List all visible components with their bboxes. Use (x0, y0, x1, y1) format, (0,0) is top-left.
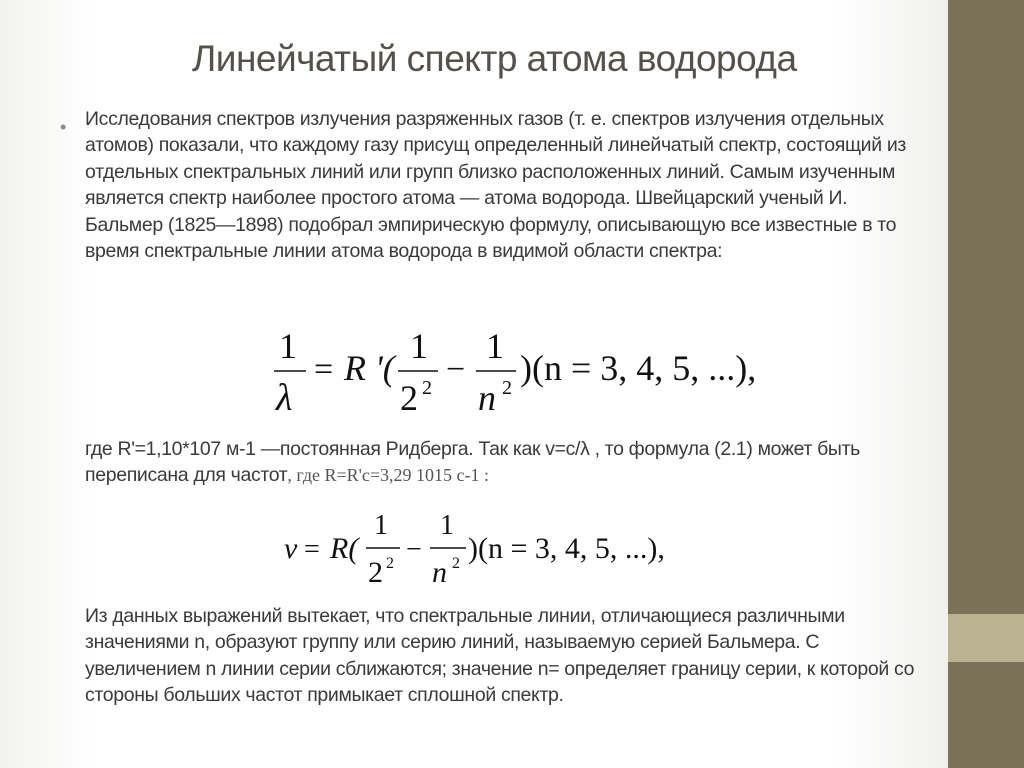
formula1-equals: = (314, 351, 334, 388)
formula1-r-prime: R '( (344, 348, 395, 388)
formula1-lambda: λ (276, 377, 293, 419)
formula1-second-one: 1 (410, 326, 428, 366)
formula1-minus: − (446, 351, 466, 388)
paragraph-intro: Исследования спектров излучения разряженных газов (т. е. спектров излучения отдельных атомов) показали, что каждому газу присущ определенный линейчатый спектр, состоящий из отдельных спектральных линий или групп близко расположенных линий. Самым изученным является спектр наиболее простого атома — атома водорода. Швейцарский ученый И. Бальмер (1825—1898) подобрал эмпирическую формулу, описывающую все известные в то время спектральные линии атома водорода в видимой области спектра: (85, 108, 906, 263)
formula2-second-one: 1 (440, 510, 454, 541)
formula2-v: v (284, 532, 298, 565)
formula1-two-exponent: 2 (422, 377, 432, 399)
formula1-numerator-one: 1 (279, 326, 297, 366)
formula2-two-exponent: 2 (386, 555, 394, 572)
formula2-equals: = (304, 534, 320, 565)
formula2-first-one: 1 (374, 510, 388, 541)
formula2-n-exponent: 2 (452, 555, 460, 572)
formula1-n: n (478, 378, 496, 418)
bullet-icon: • (60, 117, 67, 137)
paragraph-rydberg (85, 436, 925, 489)
formula2-two: 2 (368, 556, 383, 589)
paragraph-rydberg-main: где R'=1,10*107 м-1 —постоянная Ридберга. Так как v=c/λ , то формула (2.1) может быть переписана для частот (85, 438, 860, 487)
formula2-tail: )(n = 3, 4, 5, ...), (468, 532, 665, 565)
balmer-wavelength-formula (272, 322, 792, 422)
paragraph-rydberg-note: , где R=R'c=3,29 1015 с-1 : (287, 465, 490, 486)
formula1-third-one: 1 (486, 326, 504, 366)
formula2-r-open: R( (330, 532, 359, 565)
decorative-sidebar-accent (948, 614, 1024, 662)
formula1-tail: )(n = 3, 4, 5, ...), (520, 348, 757, 388)
formula1-n-exponent: 2 (502, 377, 512, 399)
formula2-n: n (432, 556, 447, 589)
formula2-minus: − (406, 534, 422, 565)
balmer-frequency-formula (282, 506, 702, 592)
slide-title: Линейчатый спектр атома водорода (192, 38, 797, 79)
formula1-two: 2 (400, 378, 418, 418)
paragraph-balmer-series: Из данных выражений вытекает, что спектральные линии, отличающиеся различными значениями n, образуют группу или серию линий, называемую серией Бальмера. С увеличением n линии серии сближаются; значение n= определяет границу серии, к которой со стороны больших частот примыкает сплошной спектр. (85, 605, 915, 707)
